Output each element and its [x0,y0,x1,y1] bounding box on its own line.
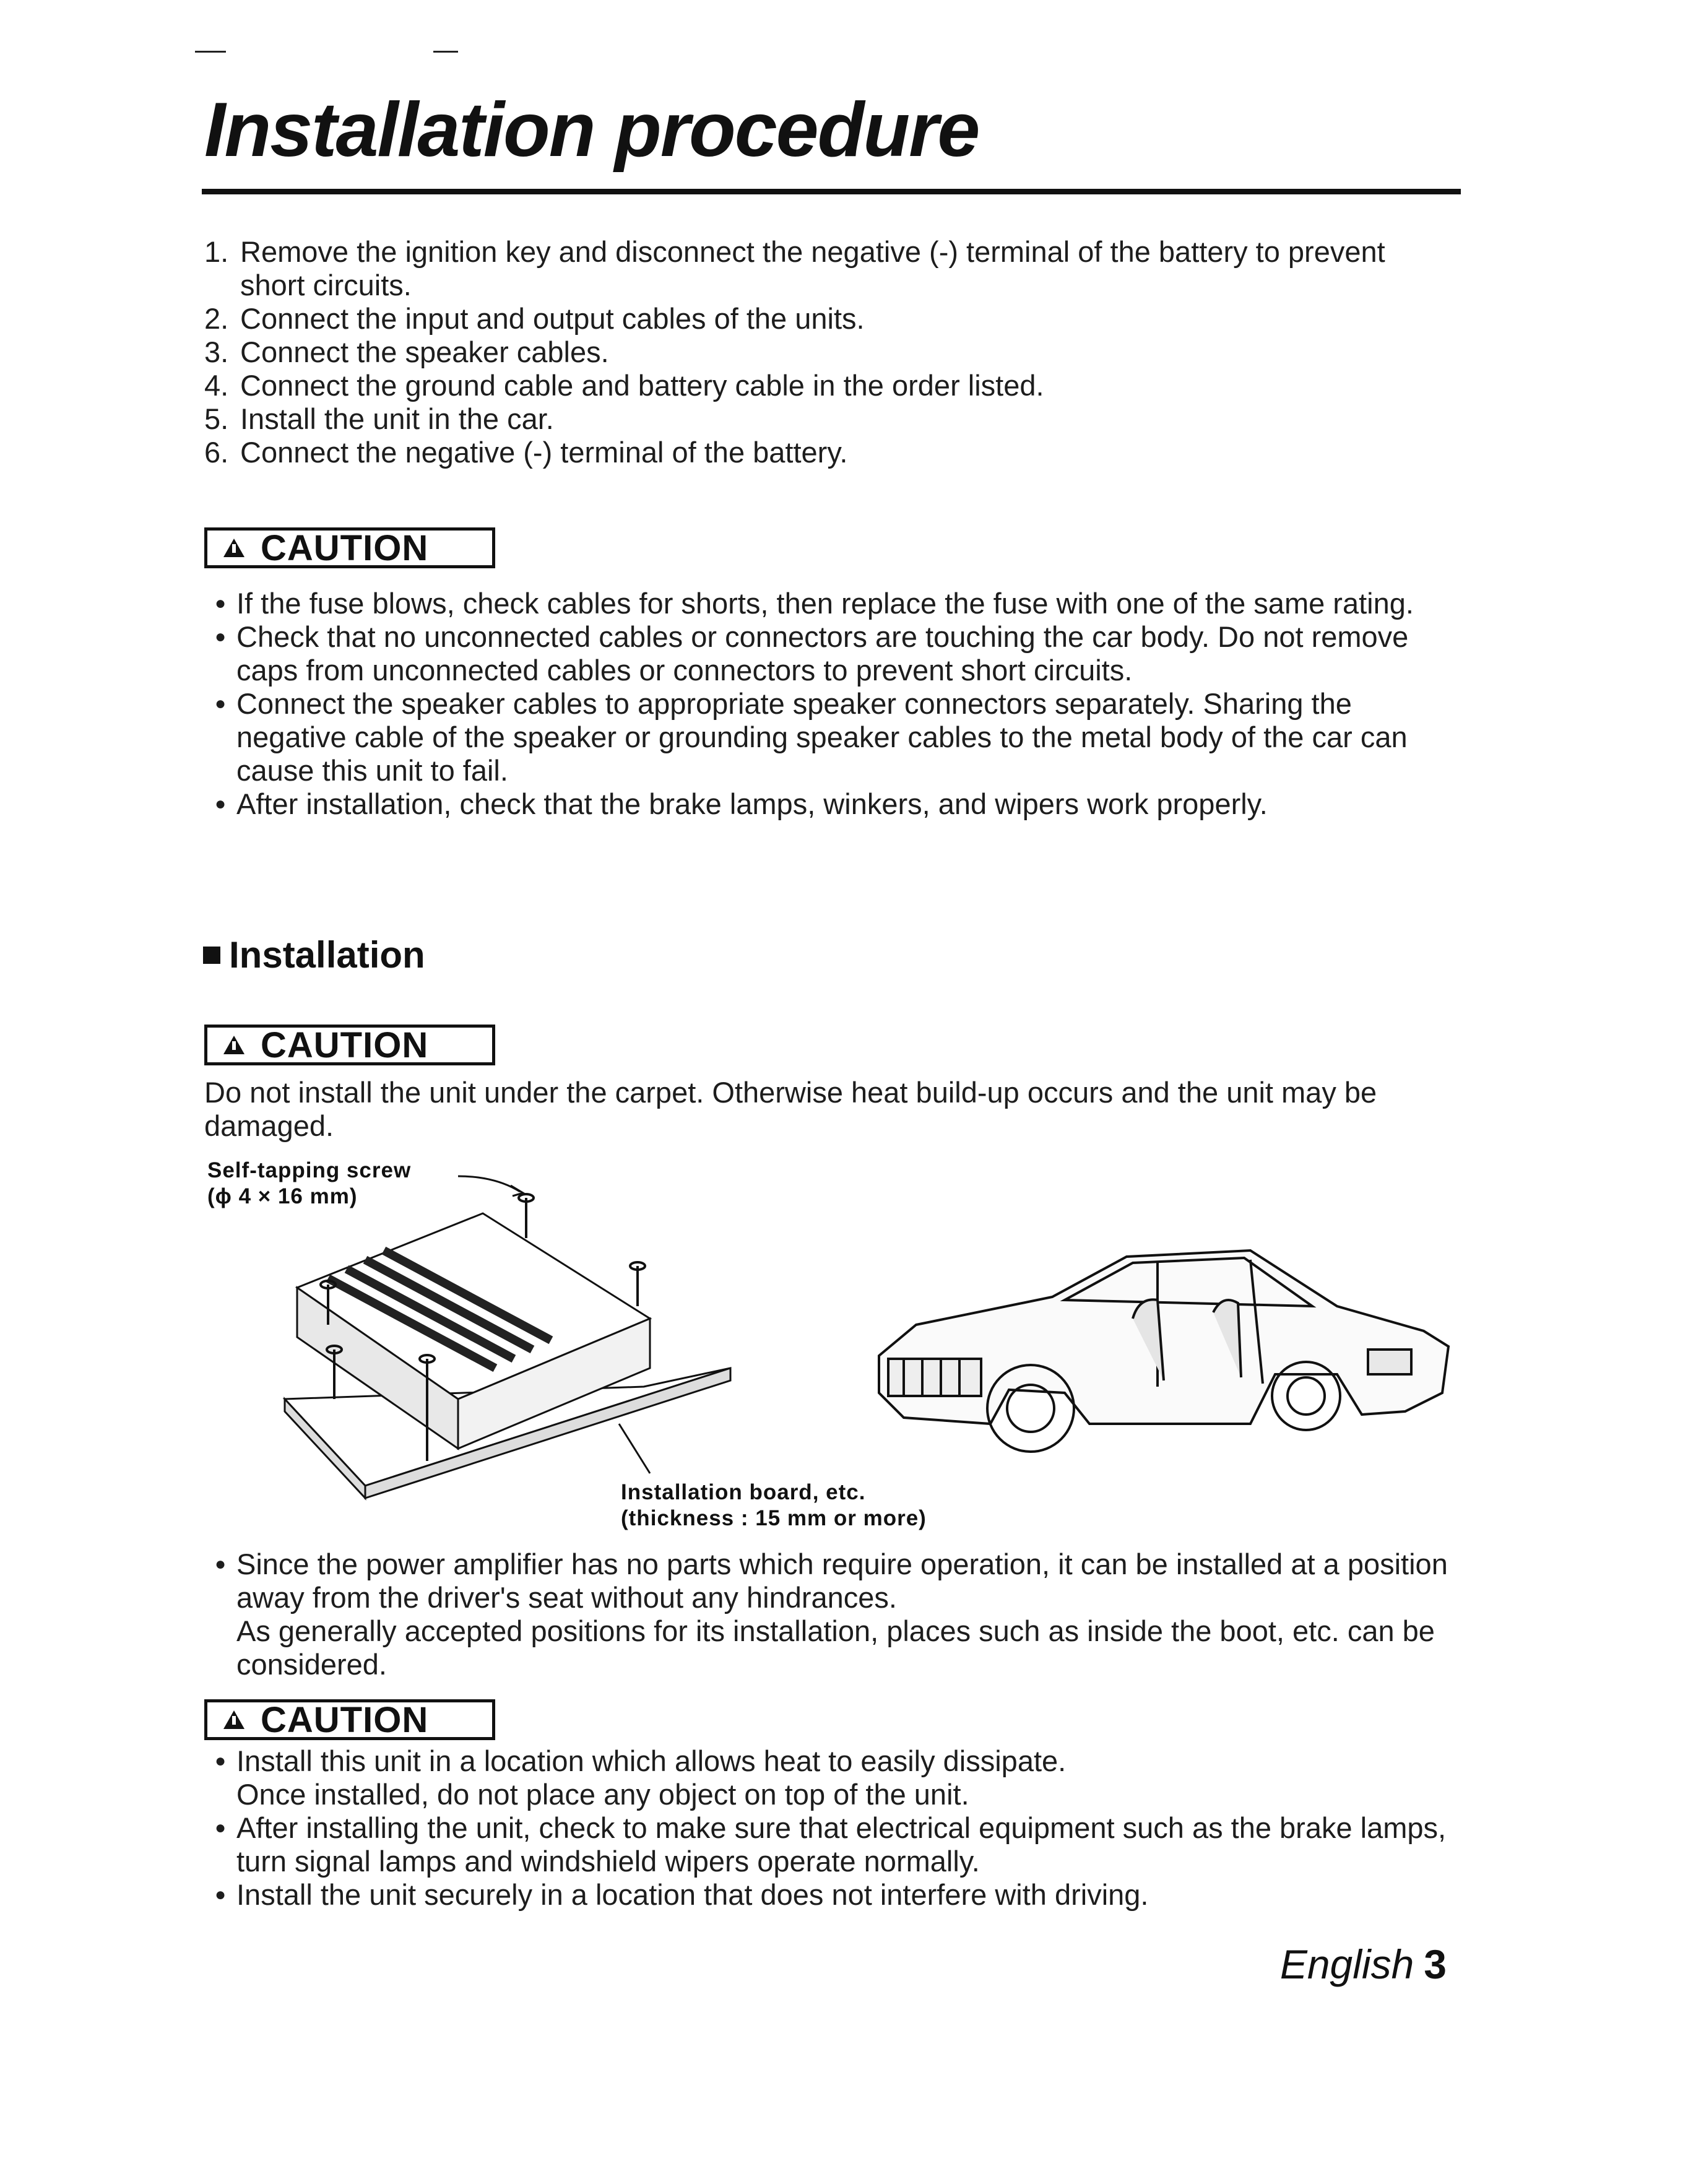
bullet-icon: ● [214,1751,227,1771]
list-item-text: If the fuse blows, check cables for shorts, then replace the fuse with one of the same rating. [236,587,1414,620]
caution-label: CAUTION [261,1699,429,1740]
caution-label: CAUTION [261,1025,429,1065]
caution-line: Once installed, do not place any object on top of the unit. [236,1778,969,1811]
page-footer [1280,1941,1447,1988]
placement-line-1: Since the power amplifier has no parts which require operation, it can be installed at a position away from the driver's seat without any hindrances. [236,1548,1448,1614]
list-item [204,687,1455,787]
list-item [204,587,1455,620]
step-text: Connect the ground cable and battery cable in the order listed. [240,369,1044,402]
steps-list [204,235,1455,469]
step-item [204,336,1455,369]
list-item [204,1811,1455,1878]
board-thickness-text: (thickness : 15 mm or more) [621,1506,927,1530]
screw-label-text: Self-tapping screw [207,1158,412,1182]
bullet-icon: ● [214,1554,227,1574]
caution-box [204,1025,495,1065]
warning-icon [223,1036,245,1054]
step-item [204,302,1455,336]
caution-line: Install this unit in a location which allows heat to easily dissipate. [236,1744,1067,1777]
bullet-icon: ● [214,626,227,647]
screw-size-text: (ϕ 4 × 16 mm) [207,1184,358,1208]
warning-icon [223,539,245,557]
list-item-text: Connect the speaker cables to appropriate speaker connectors separately. Sharing the negative cable of the speaker or grounding speaker cables to the metal body of the car can cause this unit to fail. [236,687,1408,787]
footer-language: English [1279,1941,1414,1987]
amplifier-illustration [272,1164,743,1510]
step-item [204,436,1455,469]
list-item [204,1878,1455,1912]
bullet-icon: ● [214,693,227,714]
bullet-icon: ● [214,794,227,814]
step-number: 2. [204,302,229,335]
section-heading [203,934,425,976]
square-bullet-icon [203,947,220,964]
step-text: Connect the speaker cables. [240,336,609,368]
step-number: 5. [204,402,229,435]
title-rule [202,189,1461,194]
list-item-text: After installing the unit, check to make sure that electrical equipment such as the brake lamps, turn signal lamps and windshield wipers operate normally. [236,1811,1447,1878]
caution-text: Do not install the unit under the carpet. Otherwise heat build-up occurs and the unit may be damaged. [204,1076,1377,1142]
step-item [204,402,1455,436]
list-item-text [236,1548,1467,1681]
caution-list [204,587,1455,821]
bullet-icon: ● [214,593,227,613]
step-item [204,235,1455,302]
car-illustration [867,1238,1455,1480]
step-text: Install the unit in the car. [240,402,554,435]
caution-box [204,1699,495,1740]
list-item [204,620,1455,687]
caution-label: CAUTION [261,527,429,568]
caution-list [204,1744,1455,1912]
section-heading-text: Installation [229,934,425,976]
step-number: 6. [204,436,229,469]
placement-line-2: As generally accepted positions for its installation, places such as inside the boot, etc. can be considered. [236,1614,1435,1681]
board-label-text: Installation board, etc. [621,1480,866,1504]
step-text: Remove the ignition key and disconnect the negative (-) terminal of the battery to prevent short circuits. [240,235,1385,301]
list-item-text [236,1744,1455,1811]
list-item-text: Check that no unconnected cables or connectors are touching the car body. Do not remove caps from unconnected cables or connectors to prevent short circuits. [236,620,1409,687]
list-item [204,787,1455,821]
step-text: Connect the input and output cables of the units. [240,302,865,335]
caution-box [204,527,495,568]
list-item-text: Install the unit securely in a location that does not interfere with driving. [236,1878,1149,1911]
bullet-icon: ● [214,1884,227,1905]
step-number: 4. [204,369,229,402]
list-item [204,1744,1455,1811]
list-item-text: After installation, check that the brake lamps, winkers, and wipers work properly. [236,787,1268,820]
warning-icon [223,1710,245,1729]
step-item [204,369,1455,402]
step-text: Connect the negative (-) terminal of the battery. [240,436,848,469]
step-number: 3. [204,336,229,368]
page-number: 3 [1424,1941,1447,1987]
step-number: 1. [204,235,229,268]
list-item [204,1548,1467,1681]
bullet-icon: ● [214,1818,227,1838]
page-title: Installation procedure [204,87,979,173]
placement-list [204,1548,1467,1681]
